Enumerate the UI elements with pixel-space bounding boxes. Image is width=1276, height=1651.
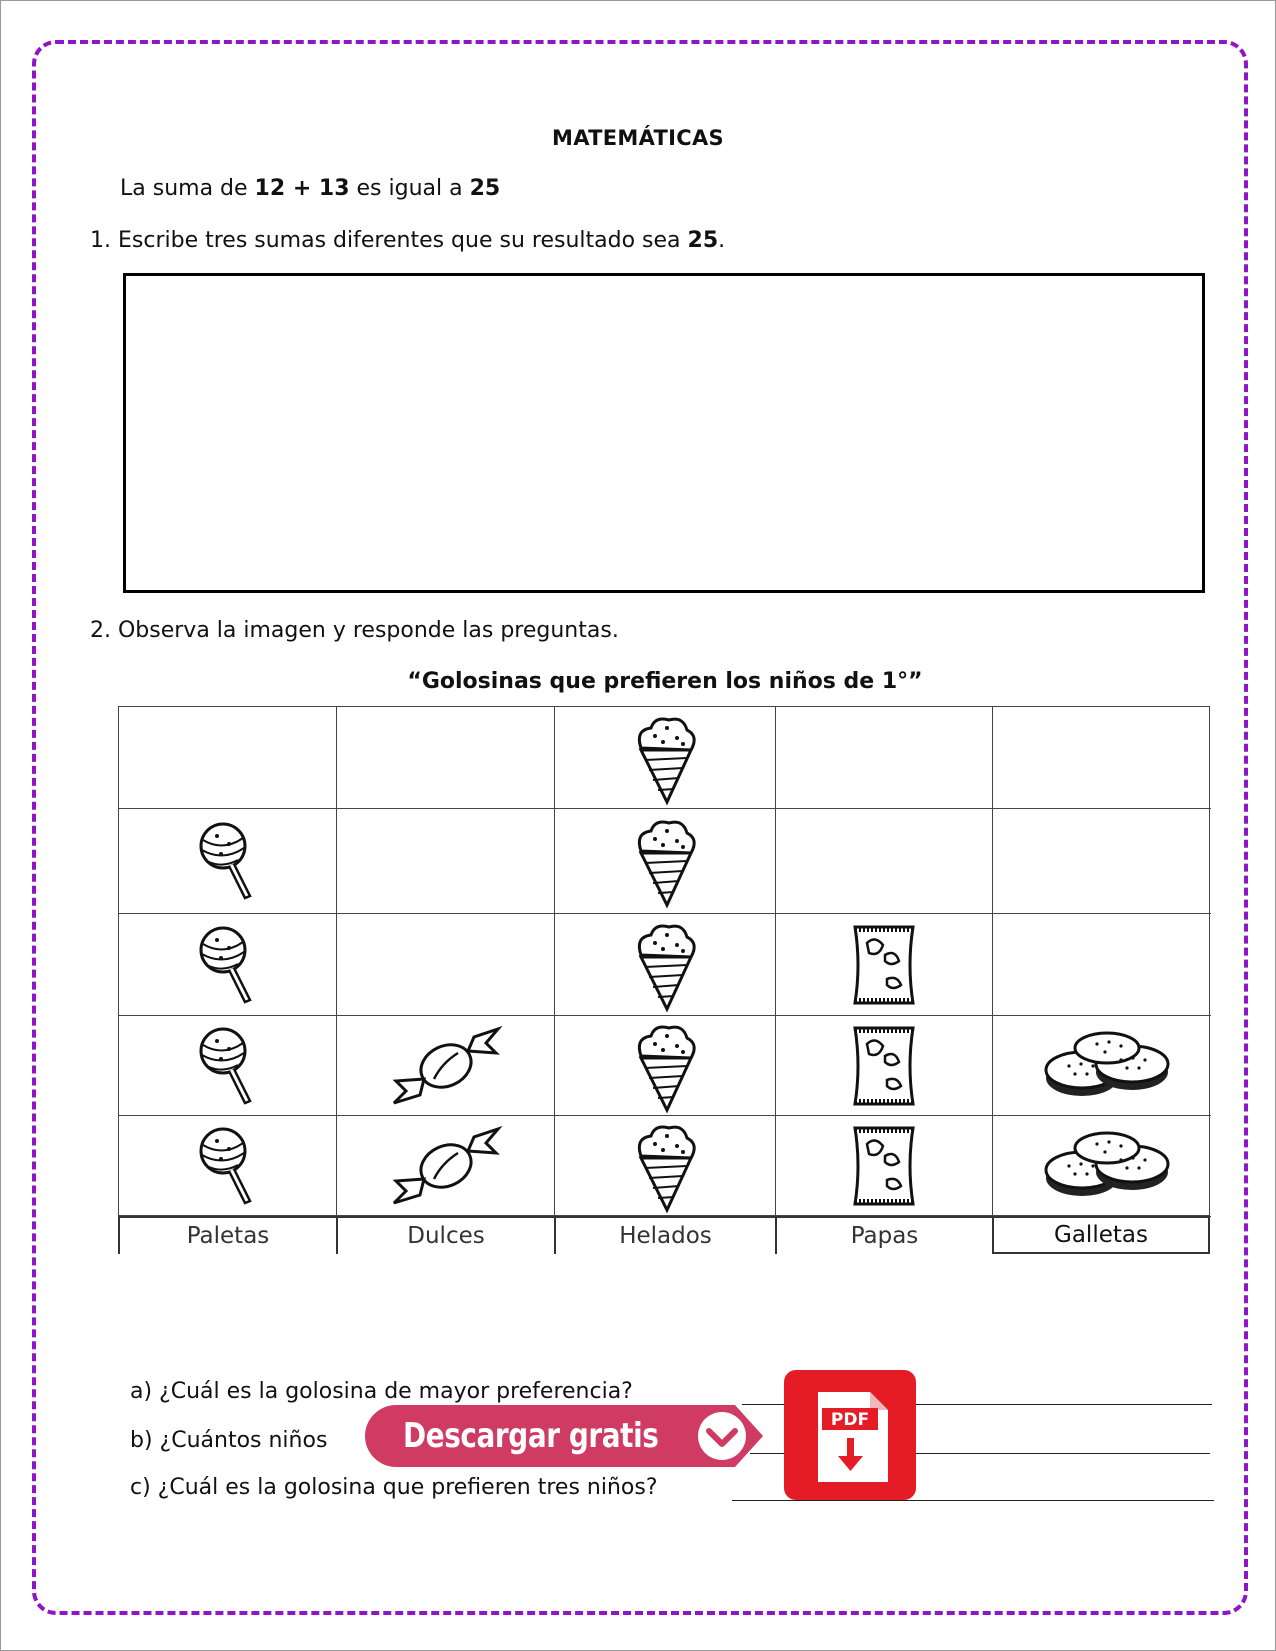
ice-cream-icon [623, 710, 707, 806]
lollipop-icon [183, 920, 273, 1010]
category-label: Galletas [992, 1216, 1210, 1254]
page-title: MATEMÁTICAS [552, 126, 724, 150]
pictograph-cell [776, 1016, 993, 1116]
pictograph-cell [337, 707, 555, 809]
pictograph-cell [993, 707, 1211, 809]
question-a: a) ¿Cuál es la golosina de mayor preferencia? [130, 1379, 633, 1404]
cookies-icon [1027, 1120, 1177, 1212]
pictograph-cell [555, 1016, 776, 1116]
pictograph-cell [119, 914, 337, 1016]
candy-icon [386, 1023, 506, 1109]
answer-line-c[interactable] [732, 1500, 1214, 1501]
ice-cream-icon [623, 1118, 707, 1214]
cookies-icon [1027, 1020, 1177, 1112]
category-label: Papas [775, 1216, 992, 1254]
category-label: Paletas [118, 1216, 336, 1254]
pictograph-cell [119, 707, 337, 809]
intro-text [120, 176, 500, 201]
pictograph-cell [555, 707, 776, 809]
question-1 [90, 228, 725, 253]
ice-cream-icon [623, 813, 707, 909]
intro-result: 25 [469, 176, 501, 201]
pictograph-cell [119, 809, 337, 914]
pictograph-cell [776, 1116, 993, 1217]
pictograph-cell [993, 1016, 1211, 1116]
pictograph-cell [337, 809, 555, 914]
pictograph-cell [337, 1116, 555, 1217]
download-button[interactable] [363, 1403, 763, 1469]
pictograph-cell [555, 914, 776, 1016]
question-2: 2. Observa la imagen y responde las preguntas. [90, 618, 619, 643]
category-labels [118, 1216, 1210, 1256]
pictograph-cell [776, 707, 993, 809]
chips-bag-icon [845, 917, 923, 1013]
download-label: Descargar gratis [403, 1416, 659, 1456]
pictograph-grid [118, 706, 1210, 1216]
lollipop-icon [183, 816, 273, 906]
q1-period: . [718, 228, 726, 253]
pictograph-cell [993, 914, 1211, 1016]
pictograph-cell [555, 1116, 776, 1217]
intro-mid: es igual a [349, 176, 470, 201]
pdf-download-icon[interactable] [784, 1370, 916, 1500]
q1-number: 25 [687, 228, 719, 253]
pictograph-cell [337, 1016, 555, 1116]
pictograph-cell [337, 914, 555, 1016]
pictograph-cell [119, 1116, 337, 1217]
pdf-label: PDF [830, 1410, 870, 1430]
intro-sum: 12 + 13 [254, 176, 350, 201]
pictograph-cell [776, 809, 993, 914]
chips-bag-icon [845, 1118, 923, 1214]
pictograph-cell [119, 1016, 337, 1116]
question-b: b) ¿Cuántos niños [130, 1428, 328, 1453]
category-label: Dulces [336, 1216, 554, 1254]
ice-cream-icon [623, 917, 707, 1013]
pictograph-cell [993, 809, 1211, 914]
lollipop-icon [183, 1121, 273, 1211]
ice-cream-icon [623, 1018, 707, 1114]
question-c: c) ¿Cuál es la golosina que prefieren tres niños? [130, 1475, 658, 1500]
answer-box[interactable] [123, 273, 1205, 593]
pictograph-cell [555, 809, 776, 914]
pictograph-cell [776, 914, 993, 1016]
q1-text: 1. Escribe tres sumas diferentes que su resultado sea [90, 228, 688, 253]
chart-title: “Golosinas que prefieren los niños de 1°” [407, 669, 923, 694]
lollipop-icon [183, 1021, 273, 1111]
pictograph-cell [993, 1116, 1211, 1217]
category-label: Helados [554, 1216, 775, 1254]
pdf-file-icon [784, 1370, 916, 1500]
intro-pre: La suma de [120, 176, 255, 201]
chips-bag-icon [845, 1018, 923, 1114]
candy-icon [386, 1123, 506, 1209]
